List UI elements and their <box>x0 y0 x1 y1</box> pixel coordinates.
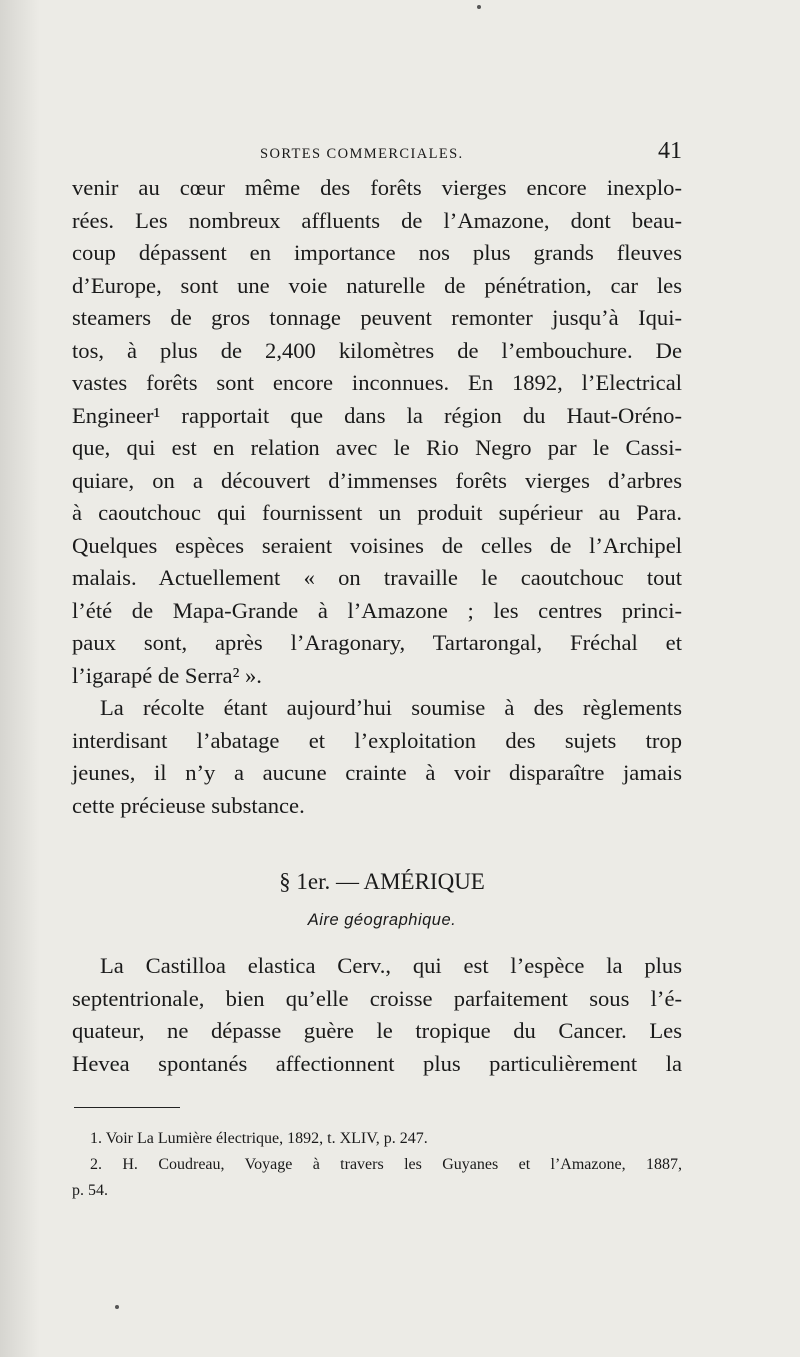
footnotes <box>72 1126 682 1204</box>
text-line: La récolte étant aujourd’hui soumise à des règlements <box>100 695 682 720</box>
text-line: quateur, ne dépasse guère le tropique du Cancer. Les <box>72 1018 682 1043</box>
text-line: venir au cœur même des forêts vierges encore inexplo- <box>72 175 682 200</box>
text-line: Hevea spontanés affectionnent plus particulièrement la <box>72 1050 682 1076</box>
text-line: rées. Les nombreux affluents de l’Amazone, dont beau- <box>72 207 682 233</box>
text-line: paux sont, après l’Aragonary, Tartarongal, Fréchal et <box>72 630 682 655</box>
text-line: l’igarapé de Serra² ». <box>72 662 262 688</box>
text-line: Engineer¹ rapportait que dans la région du Haut-Oréno- <box>72 402 682 428</box>
text-line: cette précieuse substance. <box>72 792 305 818</box>
footnote: 1. Voir La Lumière électrique, 1892, t. XLIV, p. 247. <box>90 1130 428 1147</box>
footnote: 2. H. Coudreau, Voyage à travers les Guyanes et l’Amazone, 1887, <box>90 1156 682 1173</box>
text-line: vastes forêts sont encore inconnues. En 1892, l’Electrical <box>72 370 682 395</box>
text-line: d’Europe, sont une voie naturelle de pénétration, car les <box>72 272 682 298</box>
paper-speck <box>115 1305 119 1309</box>
text-line: La Castilloa elastica Cerv., qui est l’espèce la plus <box>100 953 682 978</box>
text-line: septentrionale, bien qu’elle croisse parfaitement sous l’é- <box>72 985 682 1011</box>
text-line: jeunes, il n’y a aucune crainte à voir disparaître jamais <box>72 760 682 785</box>
text-line: interdisant l’abatage et l’exploitation des sujets trop <box>72 727 682 753</box>
text-line: steamers de gros tonnage peuvent remonter jusqu’à Iqui- <box>72 305 682 330</box>
text-line: l’été de Mapa-Grande à l’Amazone ; les centres princi- <box>72 597 682 623</box>
text-line: à caoutchouc qui fournissent un produit supérieur au Para. <box>72 500 682 525</box>
section-heading: § 1er. — AMÉRIQUE <box>279 869 485 894</box>
text-line: quiare, on a découvert d’immenses forêts vierges d’arbres <box>72 467 682 493</box>
text-line: coup dépassent en importance nos plus grands fleuves <box>72 240 682 265</box>
footnote-rule <box>74 1107 180 1108</box>
footnote: p. 54. <box>72 1182 108 1199</box>
text-line: que, qui est en relation avec le Rio Negro par le Cassi- <box>72 435 682 460</box>
running-head: SORTES COMMERCIALES. <box>260 146 464 162</box>
text-line: malais. Actuellement « on travaille le caoutchouc tout <box>72 565 682 590</box>
sub-heading: Aire géographique. <box>307 911 457 929</box>
text-line: tos, à plus de 2,400 kilomètres de l’embouchure. De <box>72 337 682 363</box>
text-line: Quelques espèces seraient voisines de celles de l’Archipel <box>72 532 682 558</box>
paper-speck <box>477 5 481 9</box>
page-edge-shadow <box>0 0 40 1357</box>
page-number: 41 <box>658 138 682 164</box>
body-text <box>72 172 682 1080</box>
